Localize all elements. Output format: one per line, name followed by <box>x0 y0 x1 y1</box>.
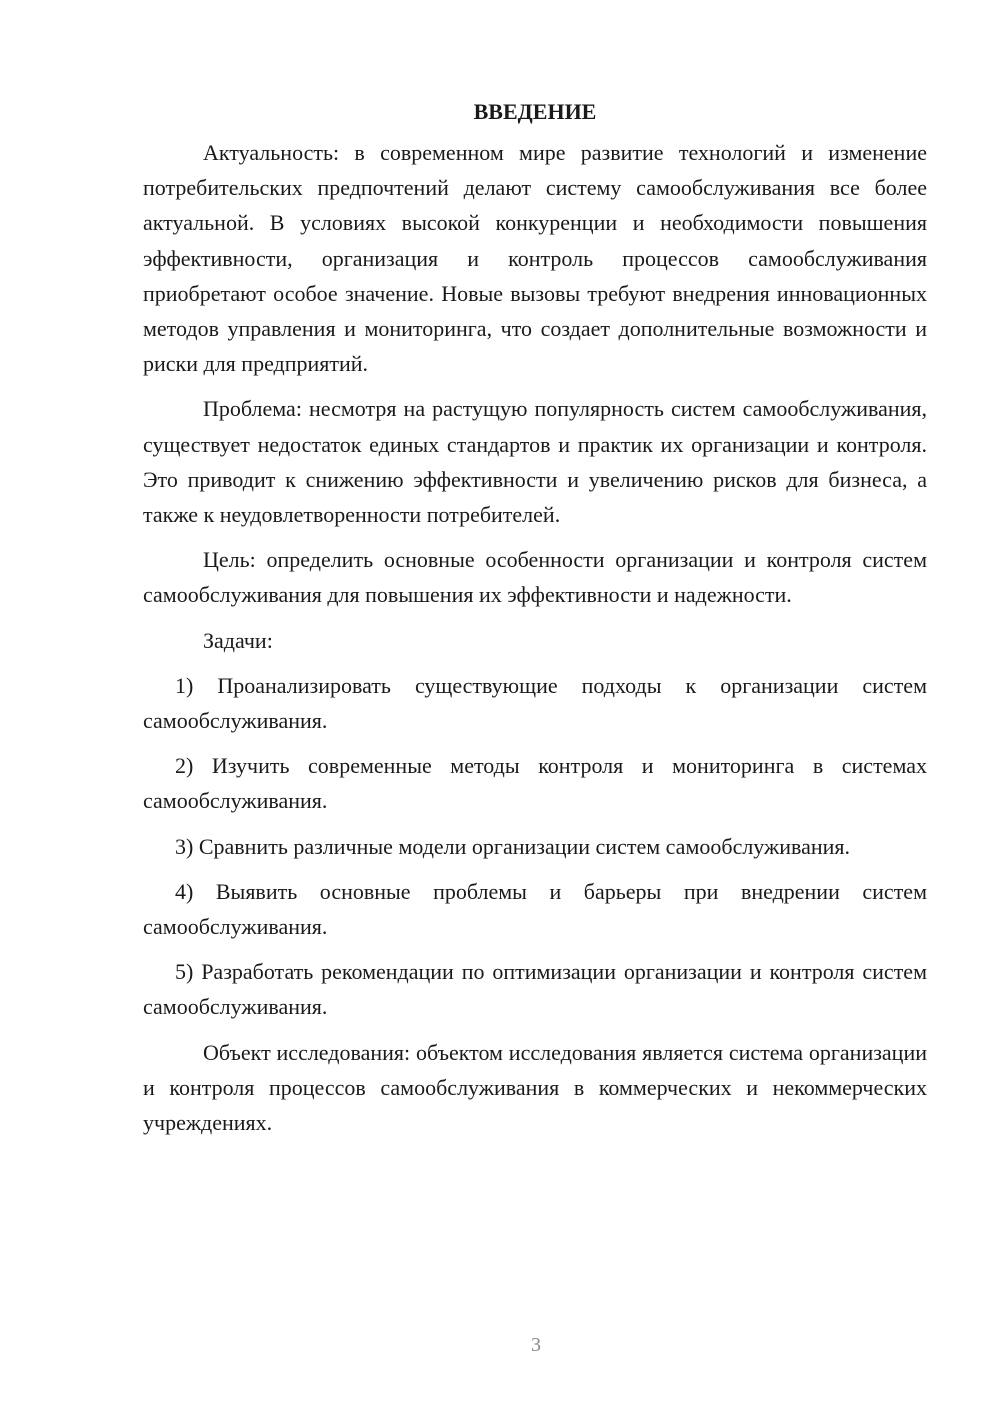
task-item-5: 5) Разработать рекомендации по оптимизации организации и контроля систем самообслуживания. <box>143 959 927 1020</box>
tasks-heading: Задачи: <box>203 627 273 653</box>
section-title: ВВЕДЕНИЕ <box>473 99 597 124</box>
problem-paragraph: Проблема: несмотря на растущую популярность систем самообслуживания, существует недостаток единых стандартов и практик их организации и контроля. Это приводит к снижению эффективности и увеличению рисков для бизнеса, а также к неудовлетворенности потребителей. <box>143 396 927 528</box>
task-item-3: 3) Сравнить различные модели организации систем самообслуживания. <box>175 833 851 859</box>
research-object-paragraph: Объект исследования: объектом исследования является система организации и контроля процессов самообслуживания в коммерческих и некоммерческих учреждениях. <box>143 1039 927 1136</box>
page-number: 3 <box>531 1334 541 1356</box>
relevance-paragraph: Актуальность: в современном мире развитие технологий и изменение потребительских предпочтений делают систему самообслуживания все более актуальной. В условиях высокой конкуренции и необходимости повышения эффективности, организация и контроль процессов самообслуживания приобретают особое значение. Новые вызовы требуют внедрения инновационных методов управления и мониторинга, что создает дополнительные возможности и риски для предприятий. <box>143 140 927 377</box>
task-item-2: 2) Изучить современные методы контроля и мониторинга в системах самообслуживания. <box>143 753 927 814</box>
page-content <box>143 94 927 1150</box>
goal-paragraph: Цель: определить основные особенности организации и контроля систем самообслуживания для повышения их эффективности и надежности. <box>143 547 927 608</box>
task-item-1: 1) Проанализировать существующие подходы к организации систем самообслуживания. <box>143 672 927 734</box>
task-item-4: 4) Выявить основные проблемы и барьеры при внедрении систем самообслуживания. <box>143 878 927 940</box>
